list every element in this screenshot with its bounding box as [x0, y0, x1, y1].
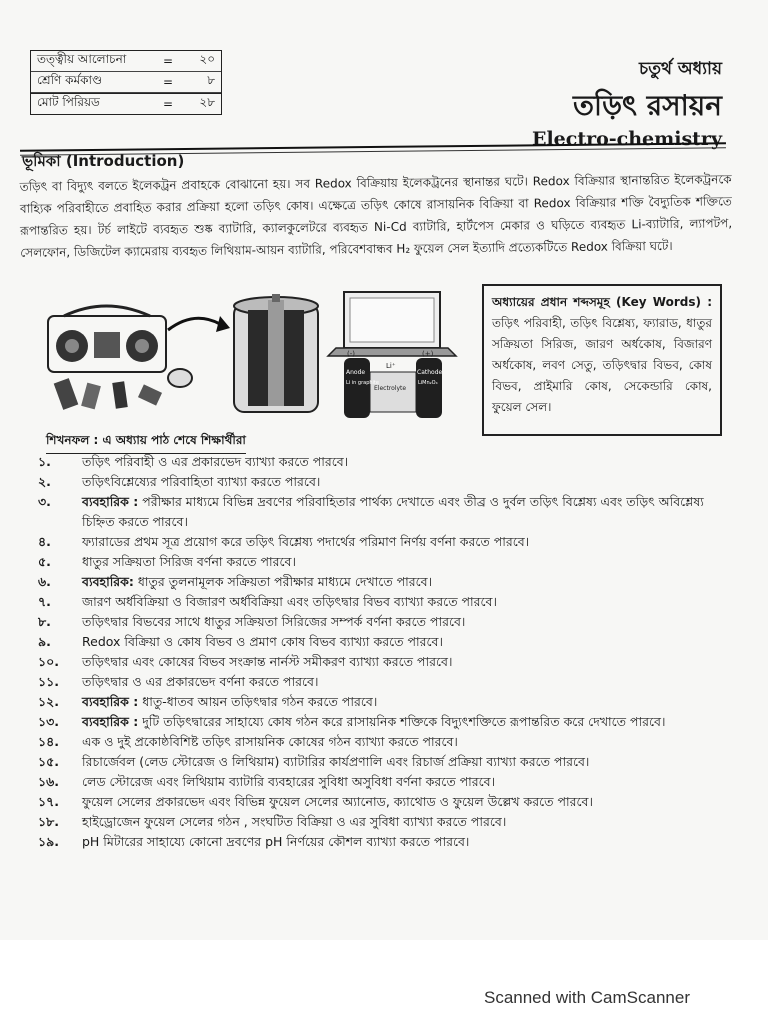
item-text: [82, 752, 730, 772]
list-item: [38, 792, 730, 812]
ion-label: Li⁺: [386, 362, 396, 370]
item-number: ১৭.: [38, 794, 59, 809]
chapter-title-english: Electro-chemistry: [531, 128, 722, 150]
item-body: তড়িৎ পরিবাহী ও এর প্রকারভেদ ব্যাখ্যা করতে পারবে।: [82, 454, 349, 469]
period-equals: =: [162, 75, 174, 89]
small-batteries-image: [54, 369, 192, 410]
anode-sub-label: Li in graphite: [346, 380, 379, 386]
cathode-sub-label: LiMn₂O₄: [418, 380, 438, 386]
period-equals: =: [162, 54, 174, 68]
electrolyte-label: Electrolyte: [374, 385, 407, 392]
laptop-image: [328, 292, 456, 356]
item-number: ১২.: [38, 694, 59, 709]
item-body: লেড স্টোরেজ এবং লিথিয়াম ব্যাটারি ব্যবহারের সুবিধা অসুবিধা বর্ণনা করতে পারবে।: [82, 774, 496, 789]
item-number: ১৯.: [38, 834, 59, 849]
arrow-head-icon: [216, 316, 230, 332]
item-number: ২.: [38, 474, 51, 489]
item-text: [82, 792, 730, 812]
item-number: ১.: [38, 454, 51, 469]
list-item: [38, 812, 730, 832]
list-item: [38, 772, 730, 792]
item-body: এক ও দুই প্রকোষ্ঠবিশিষ্ট তড়িৎ রাসায়নিক কোষের গঠন ব্যাখ্যা করতে পারবে।: [82, 734, 458, 749]
period-allocation-table: [30, 50, 222, 115]
item-number: ৮.: [38, 614, 51, 629]
list-item: [38, 612, 730, 632]
period-row-theory: [31, 51, 221, 72]
item-number: ১৮.: [38, 814, 59, 829]
list-item: [38, 452, 730, 472]
cathode-label: Cathode: [417, 369, 443, 376]
item-number: ১৫.: [38, 754, 59, 769]
dry-cell-cross-section: [234, 294, 318, 412]
list-item: [38, 472, 730, 492]
item-body: পরীক্ষার মাধ্যমে বিভিন্ন দ্রবণের পরিবাহিতার পার্থক্য দেখাতে এবং তীব্র ও দুর্বল তড়িৎ বিশ্লেষ্য এবং তড়িৎ অবিশ্লেষ্য চিহ্নিত করতে পারবে।: [82, 494, 704, 529]
list-item: [38, 632, 730, 652]
list-item: [38, 492, 730, 532]
period-row-total: [31, 93, 221, 114]
li-ion-cell-diagram: [344, 350, 443, 418]
item-text: [82, 612, 730, 632]
item-body: ধাতুর তুলনামূলক সক্রিয়তা পরীক্ষার মাধ্যমে দেখাতে পারবে।: [137, 574, 433, 589]
list-item: [38, 652, 730, 672]
period-value: ৮: [207, 73, 215, 87]
item-prefix: ব্যবহারিক :: [82, 494, 139, 509]
item-body: ফ্যারাডের প্রথম সূত্র প্রয়োগ করে তড়িৎ বিশ্লেষ্য পদার্থের পরিমাণ নির্ণয় বর্ণনা করতে পারবে।: [82, 534, 530, 549]
item-text: [82, 492, 730, 532]
item-text: [82, 572, 730, 592]
item-text: [82, 832, 730, 852]
item-number: ৬.: [38, 574, 51, 589]
item-number: ৫.: [38, 554, 51, 569]
item-text: [82, 472, 730, 492]
item-number: ১৬.: [38, 774, 59, 789]
item-text: [82, 632, 730, 652]
item-text: [82, 672, 730, 692]
list-item: [38, 832, 730, 852]
anode-label: Anode: [346, 369, 366, 376]
item-number: ১০.: [38, 654, 59, 669]
item-body: pH মিটারের সাহায্যে কোনো দ্রবণের pH নির্ণয়ের কৌশল ব্যাখ্যা করতে পারবে।: [82, 834, 470, 849]
scanner-watermark: Scanned with CamScanner: [483, 988, 690, 1007]
item-text: [82, 732, 730, 752]
item-body: দুটি তড়িৎদ্বারের সাহায্যে কোষ গঠন করে রাসায়নিক শক্তিকে বিদ্যুৎশক্তিতে রূপান্তরিত করে দেখাতে পারবে।: [142, 714, 666, 729]
item-number: ১৩.: [38, 714, 59, 729]
period-label: মোট পিরিয়ড: [37, 95, 100, 109]
item-number: ১৪.: [38, 734, 59, 749]
item-text: [82, 772, 730, 792]
item-body: ধাতু-ধাতব আয়ন তড়িৎদ্বার গঠন করতে পারবে।: [142, 694, 378, 709]
list-item: [38, 532, 730, 552]
key-words-text: তড়িৎ পরিবাহী, তড়িৎ বিশ্লেষ্য, ফ্যারাড, ধাতুর সক্রিয়তা সিরিজ, জারণ অর্ধকোষ, বিজারণ অর্ধকোষ, লবণ সেতু, তড়িৎদ্বার বিভব, কোষ বিভব, প্রাইমারি কোষ, সেকেন্ডারি কোষ, ফুয়েল সেল।: [492, 316, 712, 414]
period-value: ২০: [199, 52, 215, 66]
item-prefix: ব্যবহারিক :: [82, 714, 139, 729]
period-row-class: [31, 72, 221, 93]
item-body: জারণ অর্ধবিক্রিয়া ও বিজারণ অর্ধবিক্রিয়া এবং তড়িৎদ্বার বিভব ব্যাখ্যা করতে পারবে।: [82, 594, 497, 609]
period-value: ২৮: [199, 95, 215, 109]
key-words-box: [482, 284, 722, 436]
item-text: [82, 712, 730, 732]
list-item: [38, 672, 730, 692]
item-body: তড়িৎবিশ্লেষ্যের পরিবাহিতা ব্যাখ্যা করতে পারবে।: [82, 474, 321, 489]
item-body: রিচার্জেবল (লেড স্টোরেজ ও লিথিয়াম) ব্যাটারির কার্যপ্রণালি এবং রিচার্জ প্রক্রিয়া ব্যাখ্যা করতে পারবে।: [82, 754, 590, 769]
chapter-title: তড়িৎ রসায়ন: [573, 89, 722, 122]
list-item: [38, 732, 730, 752]
item-body: হাইড্রোজেন ফুয়েল সেলের গঠন , সংঘটিত বিক্রিয়া ও এর সুবিধা ব্যাখ্যা করতে পারবে।: [82, 814, 507, 829]
item-number: ৩.: [38, 494, 51, 509]
item-body: তড়িৎদ্বার ও এর প্রকারভেদ বর্ণনা করতে পারবে।: [82, 674, 319, 689]
minus-label: (-): [347, 350, 355, 358]
list-item: [38, 712, 730, 732]
item-body: ধাতুর সক্রিয়তা সিরিজ বর্ণনা করতে পারবে।: [82, 554, 296, 569]
plus-label: (+): [422, 350, 434, 358]
list-item: [38, 752, 730, 772]
radio-image: [48, 306, 166, 372]
item-body: ফুয়েল সেলের প্রকারভেদ এবং বিভিন্ন ফুয়েল সেলের অ্যানোড, ক্যাথোড ও ফুয়েল উল্লেখ করতে পারবে।: [82, 794, 593, 809]
item-text: [82, 552, 730, 572]
learning-outcomes-heading: শিখনফল : এ অধ্যায় পাঠ শেষে শিক্ষার্থীরা: [46, 432, 246, 454]
page-margin: [0, 940, 768, 1024]
item-number: ৭.: [38, 594, 51, 609]
learning-outcomes-list: [38, 452, 730, 852]
period-label: শ্রেণি কর্মকাণ্ড: [37, 73, 103, 87]
key-words-title: অধ্যায়ের প্রধান শব্দসমূহ (Key Words) :: [492, 295, 712, 309]
item-number: ১১.: [38, 674, 59, 689]
item-text: [82, 692, 730, 712]
item-text: [82, 592, 730, 612]
item-prefix: ব্যবহারিক :: [82, 694, 139, 709]
item-text: [82, 652, 730, 672]
intro-heading: ভূমিকা (Introduction): [22, 152, 185, 170]
period-label: তত্ত্বীয় আলোচনা: [37, 52, 127, 66]
intro-paragraph: তড়িৎ বা বিদ্যুৎ বলতে ইলেকট্রন প্রবাহকে বোঝানো হয়। সব Redox বিক্রিয়ায় ইলেকট্রনের স্থানান্তর ঘটে। Redox বিক্রিয়ার স্থানান্তরিত ইলেকট্রনকে বাহ্যিক পরিবাহীতে প্রবাহিত করার প্রক্রিয়া হলো তড়িৎ কোষ। এক্ষেত্রে তড়িৎ কোষে রাসায়নিক বিক্রিয়া বা Redox বিক্রিয়ার শক্তি বৈদ্যুতিক শক্তিতে রূপান্তরিত হয়। টর্চ লাইটে ব্যবহৃত শুষ্ক ব্যাটারি, ক্যালকুলেটরে ব্যবহৃত Ni-Cd ব্যাটারি, হার্টপেস মেকার ও ঘড়িতে ব্যবহৃত Li-ব্যাটারি, ল্যাপটপ, সেলফোন, ডিজিটেল ক্যামেরায় ব্যবহৃত লিথিয়াম-আয়ন ব্যাটারি, পরিবেশবান্ধব H₂ ফুয়েল সেল ইত্যাদি প্রত্যেকটিতে Redox বিক্রিয়া ঘটে।: [19, 172, 733, 260]
item-body: তড়িৎদ্বার এবং কোষের বিভব সংক্রান্ত নার্নস্ট সমীকরণ ব্যাখ্যা করতে পারবে।: [82, 654, 453, 669]
arrow-icon: [168, 318, 220, 330]
item-prefix: ব্যবহারিক:: [82, 574, 134, 589]
item-text: [82, 532, 730, 552]
list-item: [38, 552, 730, 572]
item-number: ৪.: [38, 534, 51, 549]
battery-illustration: [44, 290, 462, 420]
chapter-number: চতুর্থ অধ্যায়: [639, 59, 722, 79]
item-number: ৯.: [38, 634, 51, 649]
list-item: [38, 592, 730, 612]
list-item: [38, 692, 730, 712]
item-body: তড়িৎদ্বার বিভবের সাথে ধাতুর সক্রিয়তা সিরিজের সম্পর্ক বর্ণনা করতে পারবে।: [82, 614, 466, 629]
item-text: [82, 812, 730, 832]
item-body: Redox বিক্রিয়া ও কোষ বিভব ও প্রমাণ কোষ বিভব ব্যাখ্যা করতে পারবে।: [82, 634, 443, 649]
period-equals: =: [162, 97, 174, 111]
item-text: [82, 452, 730, 472]
list-item: [38, 572, 730, 592]
